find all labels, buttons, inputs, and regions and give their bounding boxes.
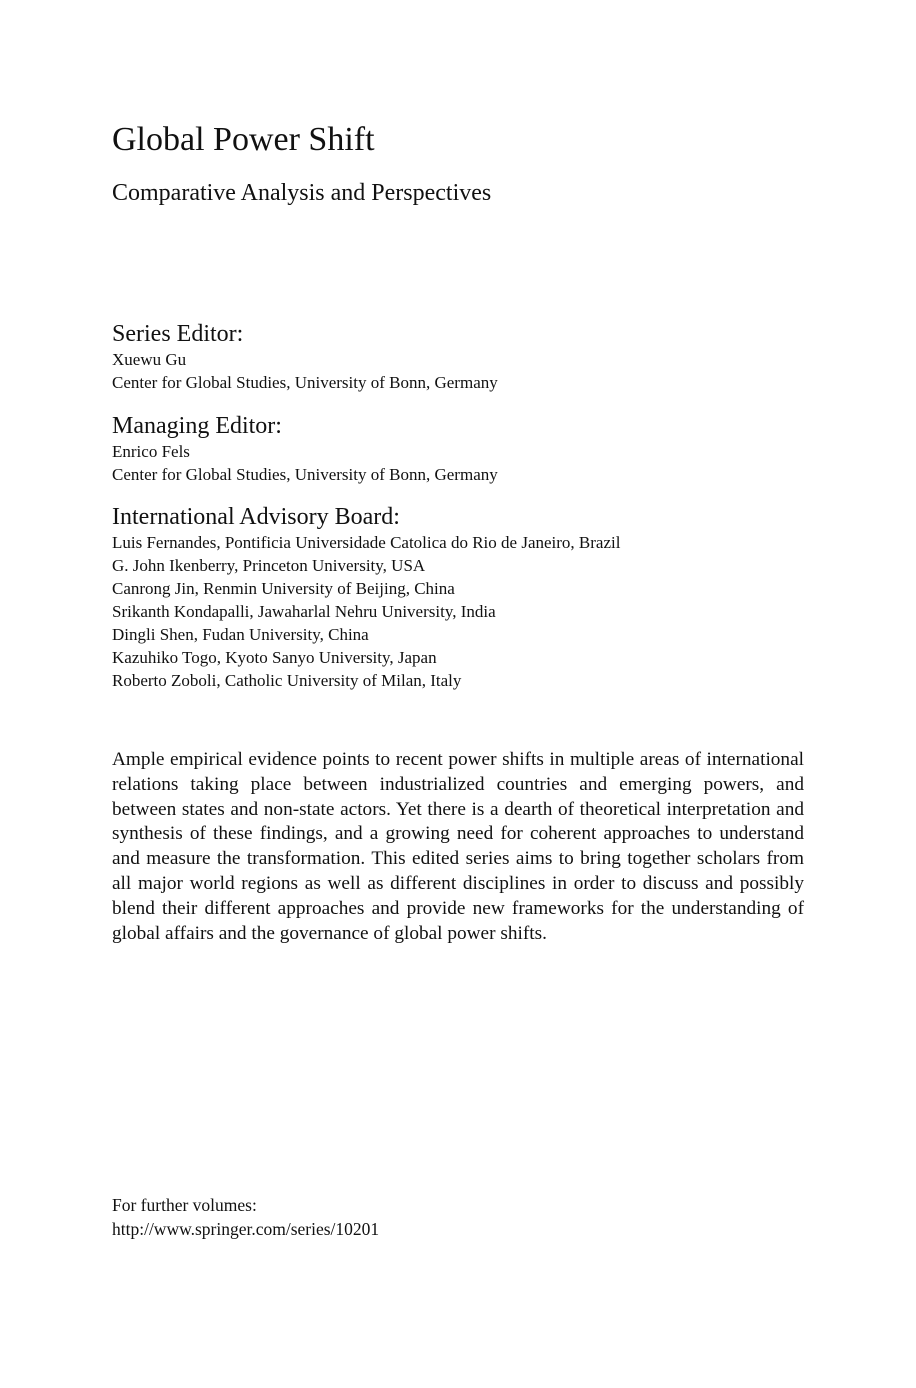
- managing-editor-name: Enrico Fels: [112, 442, 190, 461]
- series-editor-heading: Series Editor:: [112, 321, 244, 347]
- series-subtitle: Comparative Analysis and Perspectives: [112, 180, 492, 206]
- advisory-board-member: Kazuhiko Togo, Kyoto Sanyo University, Japan: [112, 648, 437, 667]
- series-title: Global Power Shift: [112, 121, 375, 158]
- managing-editor-section: [112, 412, 804, 486]
- advisory-board-member: Srikanth Kondapalli, Jawaharlal Nehru University, India: [112, 602, 496, 621]
- advisory-board-member: Canrong Jin, Renmin University of Beijing, China: [112, 579, 455, 598]
- further-volumes-label: For further volumes:: [112, 1195, 257, 1215]
- further-volumes-section: [112, 1193, 804, 1241]
- advisory-board-section: [112, 503, 804, 692]
- series-editor-section: [112, 320, 804, 394]
- managing-editor-heading: Managing Editor:: [112, 413, 282, 439]
- advisory-board-member: Roberto Zoboli, Catholic University of Milan, Italy: [112, 671, 462, 690]
- advisory-board-member: G. John Ikenberry, Princeton University, USA: [112, 556, 426, 575]
- managing-editor-affiliation: Center for Global Studies, University of Bonn, Germany: [112, 465, 498, 484]
- advisory-board-list: [112, 531, 804, 692]
- series-editor-name: Xuewu Gu: [112, 350, 187, 369]
- advisory-board-member: Dingli Shen, Fudan University, China: [112, 625, 369, 644]
- further-volumes-link[interactable]: http://www.springer.com/series/10201: [112, 1219, 380, 1239]
- advisory-board-heading: International Advisory Board:: [112, 504, 400, 530]
- series-editor-affiliation: Center for Global Studies, University of Bonn, Germany: [112, 373, 498, 392]
- advisory-board-member: Luis Fernandes, Pontificia Universidade Catolica do Rio de Janeiro, Brazil: [112, 533, 621, 552]
- series-description: Ample empirical evidence points to recent power shifts in multiple areas of international relations taking place between industrialized countries and emerging powers, and between states and non-state actors. Yet there is a dearth of theoretical interpretation and synthesis of these findings, and a growing need for coherent approaches to understand and measure the transformation. This edited series aims to bring together scholars from all major world regions as well as different disciplines in order to discuss and possibly blend their different approaches and provide new frameworks for the understanding of global affairs and the governance of global power shifts.: [112, 749, 804, 944]
